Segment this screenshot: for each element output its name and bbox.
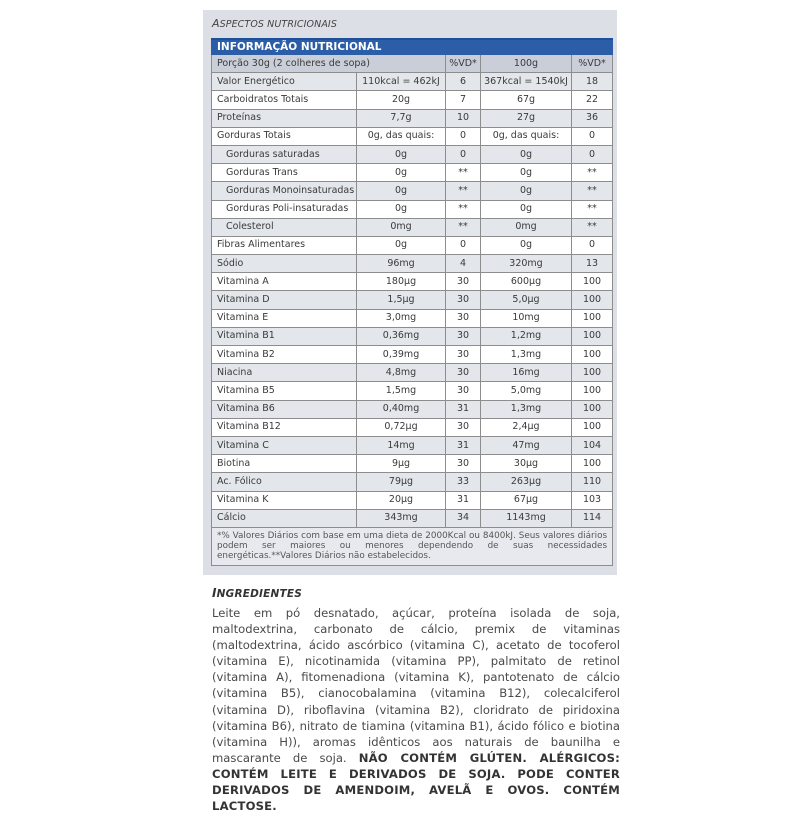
portion-vd: 6 xyxy=(446,73,481,91)
per100-value: 47mg xyxy=(481,436,572,454)
table-row xyxy=(212,200,613,218)
nutrient-name: Gorduras Totais xyxy=(212,127,357,145)
footnote-row xyxy=(212,527,613,565)
portion-value: 0g xyxy=(357,236,446,254)
per100-vd: 18 xyxy=(572,73,613,91)
per100-value: 30µg xyxy=(481,455,572,473)
per100-value: 1,2mg xyxy=(481,327,572,345)
portion-value: 110kcal = 462kJ xyxy=(357,73,446,91)
nutrient-name: Vitamina E xyxy=(212,309,357,327)
per100-value: 16mg xyxy=(481,364,572,382)
nutrient-name: Gorduras Trans xyxy=(212,164,357,182)
table-row xyxy=(212,164,613,182)
nutrient-name: Vitamina B1 xyxy=(212,327,357,345)
portion-vd: ** xyxy=(446,218,481,236)
allergen-warning: NÃO CONTÉM GLÚTEN. ALÉRGICOS: CONTÉM LEITE E DERIVADOS DE SOJA. PODE CONTER DERIVADOS DE AMENDOIM, AVELÃ E OVOS. CONTÉM LACTOSE. xyxy=(212,750,620,814)
ingredients-list: Leite em pó desnatado, açúcar, proteína isolada de soja, maltodextrina, carbonato de cálcio, premix de vitaminas (maltodextrina, ácido ascórbico (vitamina C), acetato de tocoferol (vitamina E), nicotinamida (vitamina PP), palmitato de retinol (vitamina A), fitomenadiona (vitamina K), pantotenato de cálcio (vitamina B5), cianocobalamina (vitamina B12), colecalciferol (vitamina D), riboflavina (vitamina B2), cloridrato de piridoxina (vitamina B6), nitrato de tiamina (vitamina B1), ácido fólico e biotina (vitamina H)), aromas idênticos aos naturais de baunilha e mascarante de soja. xyxy=(212,606,620,765)
vd-header: %VD* xyxy=(572,55,613,73)
portion-vd: 0 xyxy=(446,145,481,163)
portion-vd: 7 xyxy=(446,91,481,109)
portion-value: 343mg xyxy=(357,509,446,527)
nutrient-name: Valor Energético xyxy=(212,73,357,91)
per100-value: 0g xyxy=(481,182,572,200)
nutrient-name: Colesterol xyxy=(212,218,357,236)
per100-value: 0g xyxy=(481,200,572,218)
per100-value: 0g xyxy=(481,236,572,254)
portion-value: 0mg xyxy=(357,218,446,236)
portion-value: 0g xyxy=(357,182,446,200)
per100-value: 0g xyxy=(481,145,572,163)
portion-vd: 0 xyxy=(446,127,481,145)
nutrient-name: Vitamina D xyxy=(212,291,357,309)
nutrient-name: Gorduras Poli-insaturadas xyxy=(212,200,357,218)
per100-value: 5,0mg xyxy=(481,382,572,400)
portion-value: 0,72µg xyxy=(357,418,446,436)
per100-vd: 13 xyxy=(572,255,613,273)
portion-value: 0g xyxy=(357,145,446,163)
table-row xyxy=(212,455,613,473)
portion-vd: 30 xyxy=(446,455,481,473)
vd-header: %VD* xyxy=(446,55,481,73)
per100-vd: ** xyxy=(572,182,613,200)
table-row xyxy=(212,127,613,145)
table-row xyxy=(212,364,613,382)
per100-value: 367kcal = 1540kJ xyxy=(481,73,572,91)
per100-value: 320mg xyxy=(481,255,572,273)
portion-value: 0g xyxy=(357,200,446,218)
per100-vd: 114 xyxy=(572,509,613,527)
portion-value: 96mg xyxy=(357,255,446,273)
per100-header: 100g xyxy=(481,55,572,73)
portion-vd: 30 xyxy=(446,327,481,345)
per100-value: 1,3mg xyxy=(481,400,572,418)
portion-vd: 31 xyxy=(446,491,481,509)
per100-value: 1,3mg xyxy=(481,346,572,364)
per100-value: 67g xyxy=(481,91,572,109)
nutrient-name: Vitamina B5 xyxy=(212,382,357,400)
table-row xyxy=(212,346,613,364)
nutrient-name: Gorduras saturadas xyxy=(212,145,357,163)
portion-vd: 4 xyxy=(446,255,481,273)
table-row xyxy=(212,109,613,127)
portion-vd: 30 xyxy=(446,418,481,436)
table-row xyxy=(212,182,613,200)
per100-value: 2,4µg xyxy=(481,418,572,436)
per100-vd: ** xyxy=(572,164,613,182)
portion-value: 9µg xyxy=(357,455,446,473)
per100-value: 1143mg xyxy=(481,509,572,527)
portion-header: Porção 30g (2 colheres de sopa) xyxy=(212,55,446,73)
portion-value: 79µg xyxy=(357,473,446,491)
ingredients-title: INGREDIENTES xyxy=(212,586,303,600)
portion-value: 0,40mg xyxy=(357,400,446,418)
table-row xyxy=(212,236,613,254)
per100-vd: 100 xyxy=(572,400,613,418)
per100-vd: 110 xyxy=(572,473,613,491)
table-row xyxy=(212,91,613,109)
table-row xyxy=(212,291,613,309)
nutrient-name: Cálcio xyxy=(212,509,357,527)
nutrient-name: Vitamina C xyxy=(212,436,357,454)
table-header-row xyxy=(212,39,613,55)
per100-vd: 103 xyxy=(572,491,613,509)
table-row xyxy=(212,327,613,345)
portion-vd: ** xyxy=(446,200,481,218)
table-row xyxy=(212,73,613,91)
portion-value: 14mg xyxy=(357,436,446,454)
portion-value: 180µg xyxy=(357,273,446,291)
portion-vd: 31 xyxy=(446,400,481,418)
nutrient-name: Sódio xyxy=(212,255,357,273)
portion-vd: 30 xyxy=(446,273,481,291)
table-header: INFORMAÇÃO NUTRICIONAL xyxy=(212,39,613,55)
portion-vd: 30 xyxy=(446,309,481,327)
per100-vd: 100 xyxy=(572,455,613,473)
per100-value: 5,0µg xyxy=(481,291,572,309)
per100-vd: 100 xyxy=(572,418,613,436)
portion-value: 3,0mg xyxy=(357,309,446,327)
nutrient-name: Carboidratos Totais xyxy=(212,91,357,109)
table-row xyxy=(212,273,613,291)
table-row xyxy=(212,491,613,509)
portion-value: 0g xyxy=(357,164,446,182)
per100-value: 67µg xyxy=(481,491,572,509)
nutrient-name: Vitamina A xyxy=(212,273,357,291)
per100-vd: 22 xyxy=(572,91,613,109)
per100-vd: 36 xyxy=(572,109,613,127)
portion-vd: 30 xyxy=(446,346,481,364)
portion-value: 0g, das quais: xyxy=(357,127,446,145)
per100-vd: 100 xyxy=(572,346,613,364)
portion-vd: 30 xyxy=(446,291,481,309)
table-row xyxy=(212,509,613,527)
portion-value: 7,7g xyxy=(357,109,446,127)
portion-value: 0,39mg xyxy=(357,346,446,364)
table-row xyxy=(212,436,613,454)
portion-value: 1,5mg xyxy=(357,382,446,400)
per100-vd: 100 xyxy=(572,327,613,345)
per100-vd: 100 xyxy=(572,382,613,400)
portion-vd: 34 xyxy=(446,509,481,527)
per100-vd: 100 xyxy=(572,309,613,327)
portion-vd: ** xyxy=(446,182,481,200)
nutrient-name: Vitamina B12 xyxy=(212,418,357,436)
portion-value: 4,8mg xyxy=(357,364,446,382)
table-row xyxy=(212,400,613,418)
per100-vd: 0 xyxy=(572,127,613,145)
table-row xyxy=(212,473,613,491)
nutrition-table xyxy=(211,38,613,566)
nutrient-name: Gorduras Monoinsaturadas xyxy=(212,182,357,200)
table-row xyxy=(212,145,613,163)
nutrition-panel xyxy=(203,10,617,575)
panel-title: ASPECTOS NUTRICIONAIS xyxy=(212,17,337,30)
portion-vd: ** xyxy=(446,164,481,182)
per100-value: 0g xyxy=(481,164,572,182)
portion-vd: 10 xyxy=(446,109,481,127)
portion-value: 0,36mg xyxy=(357,327,446,345)
ingredients-text xyxy=(212,605,620,814)
footnote: *% Valores Diários com base em uma dieta de 2000Kcal ou 8400kJ. Seus valores diários podem ser maiores ou menores dependendo de suas necessidades energéticas.**Valores Diários não estabelecidos. xyxy=(212,527,613,565)
per100-vd: 0 xyxy=(572,145,613,163)
per100-vd: ** xyxy=(572,218,613,236)
per100-vd: 100 xyxy=(572,364,613,382)
nutrient-name: Biotina xyxy=(212,455,357,473)
table-row xyxy=(212,309,613,327)
per100-value: 600µg xyxy=(481,273,572,291)
per100-vd: 0 xyxy=(572,236,613,254)
portion-value: 20g xyxy=(357,91,446,109)
nutrient-name: Vitamina B2 xyxy=(212,346,357,364)
portion-vd: 30 xyxy=(446,382,481,400)
per100-vd: ** xyxy=(572,200,613,218)
per100-value: 263µg xyxy=(481,473,572,491)
portion-vd: 30 xyxy=(446,364,481,382)
portion-vd: 31 xyxy=(446,436,481,454)
table-row xyxy=(212,255,613,273)
portion-vd: 0 xyxy=(446,236,481,254)
portion-vd: 33 xyxy=(446,473,481,491)
table-row xyxy=(212,382,613,400)
per100-value: 10mg xyxy=(481,309,572,327)
per100-value: 27g xyxy=(481,109,572,127)
column-header-row xyxy=(212,55,613,73)
nutrient-name: Niacina xyxy=(212,364,357,382)
nutrient-name: Vitamina B6 xyxy=(212,400,357,418)
nutrient-name: Fibras Alimentares xyxy=(212,236,357,254)
portion-value: 1,5µg xyxy=(357,291,446,309)
portion-value: 20µg xyxy=(357,491,446,509)
table-row xyxy=(212,418,613,436)
per100-value: 0g, das quais: xyxy=(481,127,572,145)
per100-vd: 100 xyxy=(572,291,613,309)
nutrient-name: Proteínas xyxy=(212,109,357,127)
per100-vd: 104 xyxy=(572,436,613,454)
per100-value: 0mg xyxy=(481,218,572,236)
per100-vd: 100 xyxy=(572,273,613,291)
nutrient-name: Ac. Fólico xyxy=(212,473,357,491)
nutrient-name: Vitamina K xyxy=(212,491,357,509)
table-row xyxy=(212,218,613,236)
